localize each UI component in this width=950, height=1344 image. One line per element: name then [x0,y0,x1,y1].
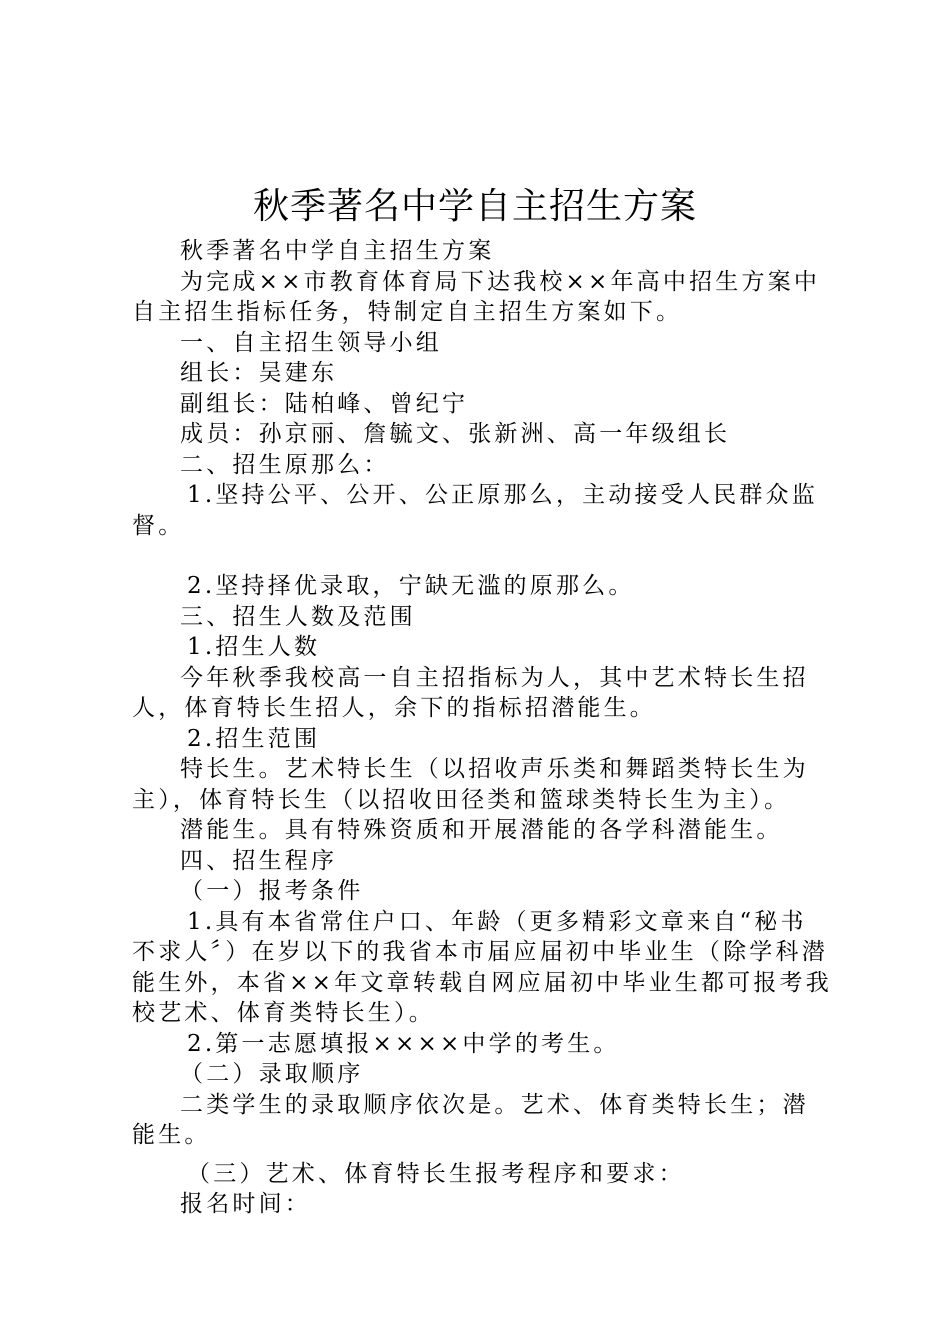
paragraph-intro: 为完成××市教育体育局下达我校××年高中招生方案中自主招生指标任务，特制定自主招生方案如下。 [132,268,821,325]
paragraph-count: 今年秋季我校高一自主招指标为人，其中艺术特长生招人，体育特长生招人，余下的指标招潜能生。 [132,664,809,721]
document-body [132,236,832,1220]
condition-item-2: 2.第一志愿填报××××中学的考生。 [187,1030,620,1057]
principle-item-1: 1.坚持公平、公开、公正原那么，主动接受人民群众监督。 [132,482,818,539]
section-heading-4: 四、招生程序 [180,847,338,874]
paragraph-leader: 组长：吴建东 [180,360,338,386]
subheading-scope: 2.招生范围 [187,725,321,752]
paragraph-order: 二类学生的录取顺序依次是。艺术、体育类特长生；潜能生。 [132,1091,809,1148]
paragraph-specialty: 特长生。艺术特长生（以招收声乐类和舞蹈类特长生为主），体育特长生（以招收田径类和篮球类特长生为主）。 [132,756,809,813]
paragraph-members: 成员：孙京丽、詹毓文、张新洲、高一年级组长 [180,421,731,447]
paragraph-registration-time: 报名时间： [180,1191,311,1217]
principle-item-2: 2.坚持择优录取，宁缺无滥的原那么。 [187,573,635,599]
section-heading-1: 一、自主招生领导小组 [180,329,442,356]
subheading-order: （二）录取顺序 [180,1061,364,1087]
paragraph-subtitle: 秋季著名中学自主招生方案 [180,238,495,264]
subheading-count: 1.招生人数 [187,634,321,660]
section-heading-3: 三、招生人数及范围 [180,603,416,630]
subheading-conditions: （一）报考条件 [180,878,364,904]
paragraph-potential: 潜能生。具有特殊资质和开展潜能的各学科潜能生。 [180,817,783,843]
document-title: 秋季著名中学自主招生方案 [252,186,697,227]
spacer [132,1151,832,1159]
blank-line [132,541,832,571]
subheading-procedure: （三）艺术、体育特长生报考程序和要求： [187,1160,685,1187]
condition-item-1: 1.具有本省常住户口、年龄（更多精彩文章来自“秘书不求人〞）在岁以下的我省本市届应届初中毕业生（除学科潜能生外，本省××年文章转载自网应届初中毕业生都可报考我校艺术、体育类特长生）。 [132,908,832,1026]
paragraph-deputy: 副组长：陆柏峰、曾纪宁 [180,390,469,417]
section-heading-2: 二、招生原那么： [180,451,390,478]
